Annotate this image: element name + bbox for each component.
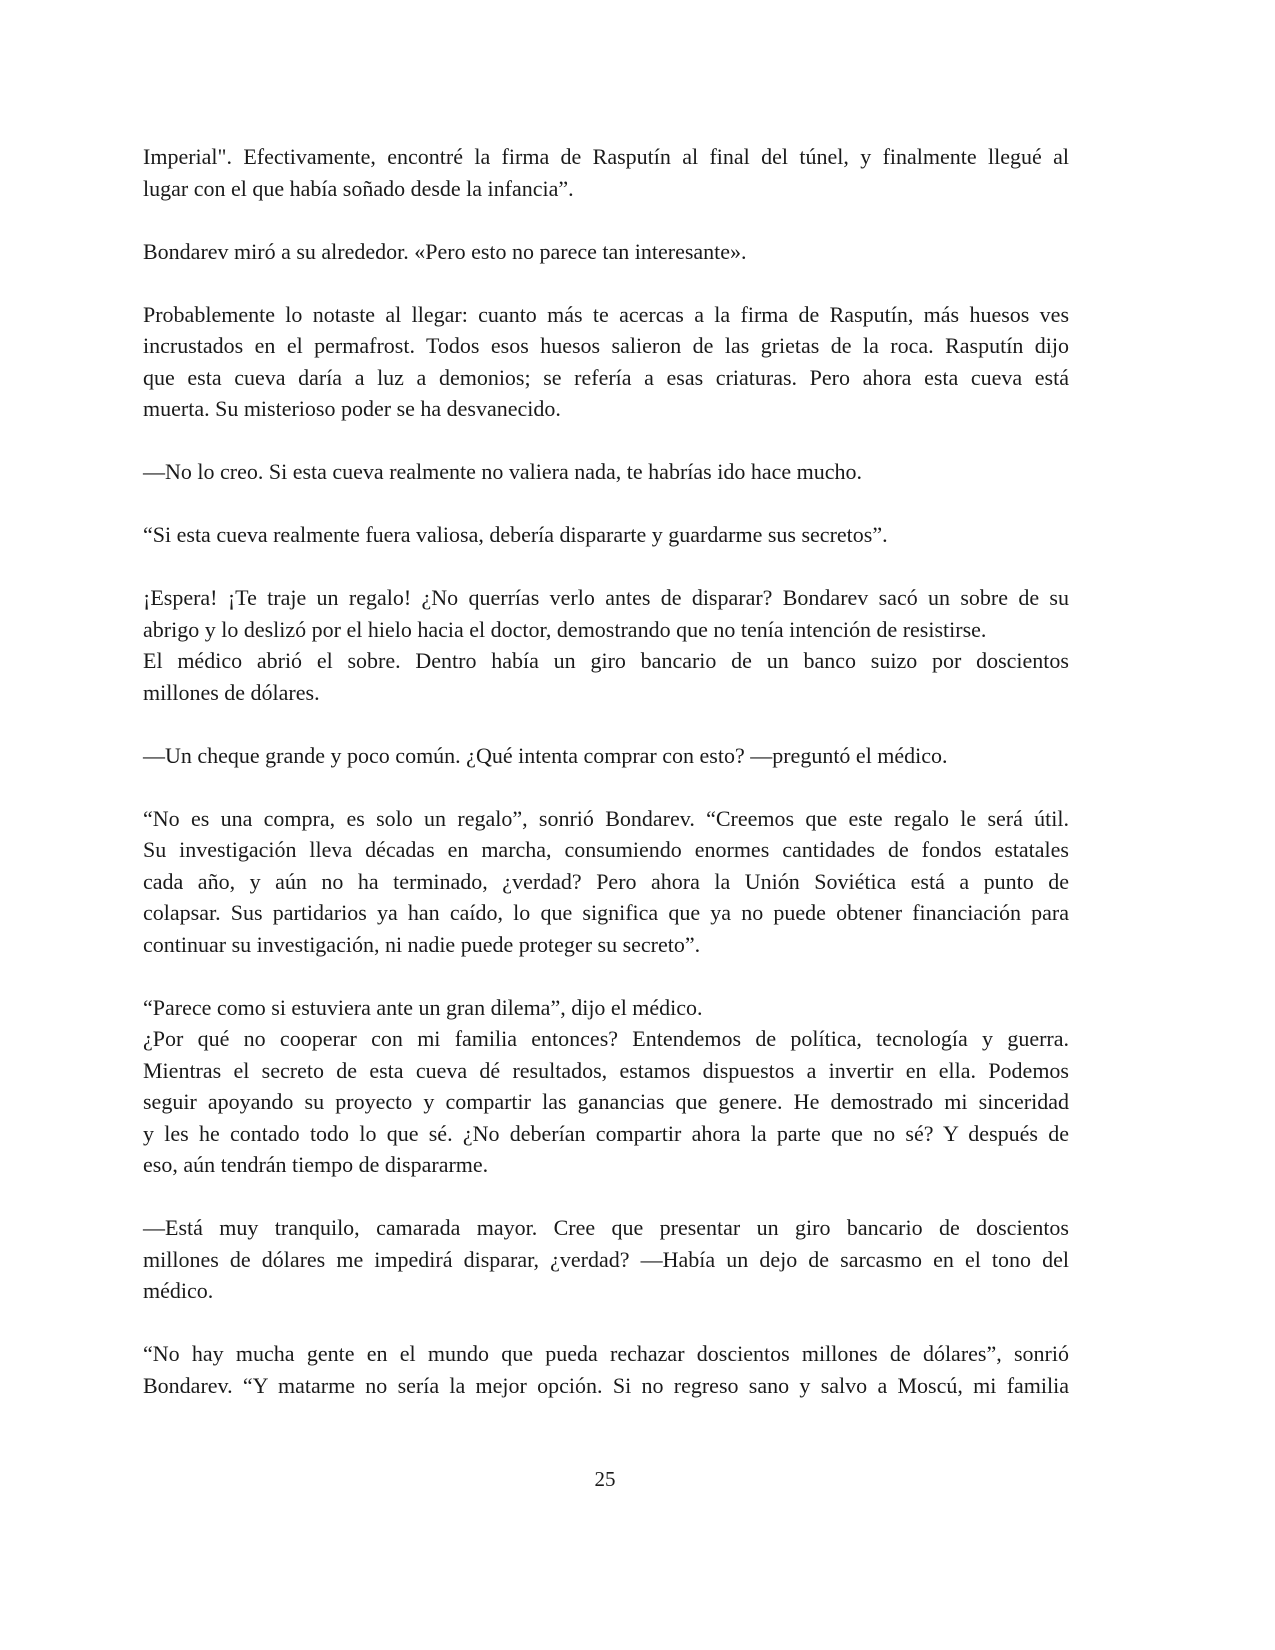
paragraph xyxy=(143,582,1069,645)
text-line: continuar su investigación, ni nadie puede proteger su secreto”. xyxy=(143,931,701,957)
paragraph xyxy=(143,141,1069,204)
text-line: cada año, y aún no ha terminado, ¿verdad? Pero ahora la Unión Soviética está a punto de xyxy=(143,868,1069,894)
body-text xyxy=(143,141,1069,1433)
paragraph xyxy=(143,1212,1069,1307)
text-line: seguir apoyando su proyecto y compartir las ganancias que genere. He demostrado mi sinceridad xyxy=(143,1089,1069,1114)
paragraph xyxy=(143,803,1069,961)
text-line: —Un cheque grande y poco común. ¿Qué intenta comprar con esto? —preguntó el médico. xyxy=(143,742,948,768)
text-line: ¿Por qué no cooperar con mi familia entonces? Entendemos de política, tecnología y guerra. xyxy=(143,1026,1069,1051)
text-line: El médico abrió el sobre. Dentro había un giro bancario de un banco suizo por doscientos xyxy=(143,648,1069,673)
text-line: —Está muy tranquilo, camarada mayor. Cree que presentar un giro bancario de doscientos xyxy=(143,1215,1069,1240)
text-line: ¡Espera! ¡Te traje un regalo! ¿No querrías verlo antes de disparar? Bondarev sacó un sobre de su xyxy=(143,585,1069,610)
text-line: Imperial". Efectivamente, encontré la firma de Rasputín al final del túnel, y finalmente llegué al xyxy=(143,144,1069,169)
text-line: médico. xyxy=(143,1278,214,1303)
text-line: “Parece como si estuviera ante un gran dilema”, dijo el médico. xyxy=(143,994,703,1020)
text-line: Su investigación lleva décadas en marcha, consumiendo enormes cantidades de fondos estatales xyxy=(143,837,1069,862)
text-line: colapsar. Sus partidarios ya han caído, lo que significa que ya no puede obtener financiación para xyxy=(143,900,1069,925)
paragraph xyxy=(143,645,1069,708)
paragraph xyxy=(143,519,1069,551)
text-line: millones de dólares me impedirá disparar, ¿verdad? —Había un dejo de sarcasmo en el tono del xyxy=(143,1246,1069,1272)
text-line: eso, aún tendrán tiempo de dispararme. xyxy=(143,1152,489,1177)
text-line: abrigo y lo deslizó por el hielo hacia el doctor, demostrando que no tenía intención de resistirse. xyxy=(143,616,987,642)
text-line: y les he contado todo lo que sé. ¿No deberían compartir ahora la parte que no sé? Y después de xyxy=(143,1120,1069,1146)
text-line: Bondarev miró a su alrededor. «Pero esto no parece tan interesante». xyxy=(143,238,747,264)
text-line: que esta cueva daría a luz a demonios; se refería a esas criaturas. Pero ahora esta cueva está xyxy=(143,364,1069,390)
text-line: “No es una compra, es solo un regalo”, sonrió Bondarev. “Creemos que este regalo le será útil. xyxy=(143,805,1069,831)
text-line: muerta. Su misterioso poder se ha desvanecido. xyxy=(143,396,561,421)
text-line: lugar con el que había soñado desde la infancia”. xyxy=(143,175,574,201)
paragraph xyxy=(143,1023,1069,1181)
paragraph xyxy=(143,740,1069,772)
paragraph xyxy=(143,236,1069,268)
text-line: Probablemente lo notaste al llegar: cuanto más te acercas a la firma de Rasputín, más huesos ves xyxy=(143,301,1069,327)
paragraph xyxy=(143,299,1069,425)
text-line: incrustados en el permafrost. Todos esos huesos salieron de las grietas de la roca. Rasputín dijo xyxy=(143,333,1069,358)
text-line: “No hay mucha gente en el mundo que pueda rechazar doscientos millones de dólares”, sonrió xyxy=(143,1341,1069,1366)
text-line: —No lo creo. Si esta cueva realmente no valiera nada, te habrías ido hace mucho. xyxy=(143,459,862,484)
paragraph xyxy=(143,1338,1069,1401)
page-number: 25 xyxy=(594,1467,616,1491)
text-line: Mientras el secreto de esta cueva dé resultados, estamos dispuestos a invertir en ella. Podemos xyxy=(143,1057,1069,1083)
text-line: Bondarev. “Y matarme no sería la mejor opción. Si no regreso sano y salvo a Moscú, mi familia xyxy=(143,1372,1069,1398)
paragraph xyxy=(143,456,1069,488)
paragraph xyxy=(143,992,1069,1024)
text-line: millones de dólares. xyxy=(143,679,320,705)
text-line: “Si esta cueva realmente fuera valiosa, debería dispararte y guardarme sus secretos”. xyxy=(143,522,888,547)
